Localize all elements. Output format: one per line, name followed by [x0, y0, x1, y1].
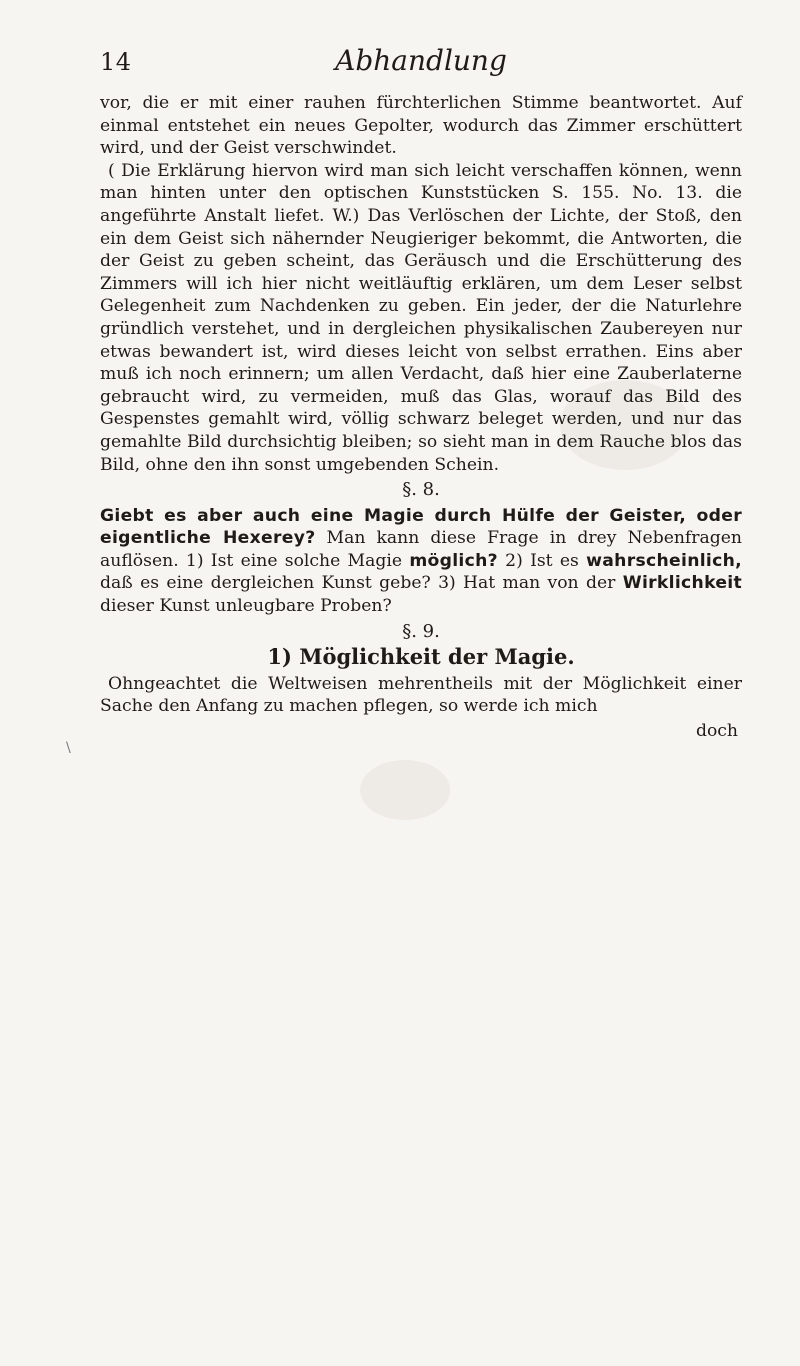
section-number: §. 8. [402, 479, 440, 501]
section-question: Giebt es aber auch eine Magie durch Hülfe der Geister, oder eigentliche Hexerey? [100, 505, 742, 549]
emphasis-probable: wahrscheinlich, [586, 550, 742, 571]
emphasis-reality: Wirklichkeit [622, 573, 742, 594]
paragraph: Ohngeachtet die Weltweisen mehrentheils mit der Möglichkeit einer Sache den Anfang zu machen pflegen, so werde ich mich [100, 673, 742, 717]
paper-stain [360, 760, 450, 820]
inline-text: dieser Kunst unleugbare Proben? [100, 596, 392, 617]
inline-text: 2) Ist es [497, 550, 587, 571]
catchword: doch [695, 721, 738, 742]
page-number: 14 [100, 48, 132, 76]
paragraph: ( Die Erklärung hiervon wird man sich leicht verschaffen können, wenn man hinten unter den optischen Kunststücken S. 155. No. 13. die angeführte Anstalt liefet. W.) Das Verlöschen der Lichte, der Stoß, den ein dem Geist sich nähernder Neugieriger bekommt, die Antworten, die der Geist zu geben scheint, das Geräusch und die Erschütterung des Zimmers will ich hier nicht weitläuftig erklären, um dem Leser selbst Gelegenheit zum Nachdenken zu geben. Ein jeder, der die Naturlehre gründlich verstehet, und in dergleichen physikalischen Zaubereyen nur etwas bewandert ist, wird dieses leicht von selbst errathen. Eins aber muß ich noch erinnern; um allen Verdacht, daß hier eine Zauberlaterne gebraucht wird, zu vermeiden, muß das Glas, worauf das Bild des Gespenstes gemahlt wird, völlig schwarz beleget werden, und nur das gemahlte Bild durchsichtig bleiben; so sieht man in dem Rauche blos das Bild, ohne den ihn sonst umgebenden Schein. [100, 160, 742, 475]
section-number: §. 9. [402, 620, 440, 642]
emphasis-possible: möglich? [409, 550, 498, 571]
margin-mark-icon: \ [66, 740, 71, 756]
inline-text: Man kann diese Frage in drey Nebenfragen auflösen. 1) Ist eine solche Magie [100, 528, 743, 571]
section-paragraph [100, 505, 742, 618]
running-title: Abhandlung [335, 44, 507, 77]
inline-text: daß es eine dergleichen Kunst gebe? 3) Hat man von der [100, 573, 623, 594]
section-heading: 1) Möglichkeit der Magie. [267, 644, 575, 670]
body-text [100, 92, 742, 743]
running-head [100, 44, 742, 84]
paragraph: vor, die er mit einer rauhen fürchterlichen Stimme beantwortet. Auf einmal entstehet ein neues Gepolter, wodurch das Zimmer erschüttert wird, und der Geist verschwindet. [100, 93, 742, 159]
